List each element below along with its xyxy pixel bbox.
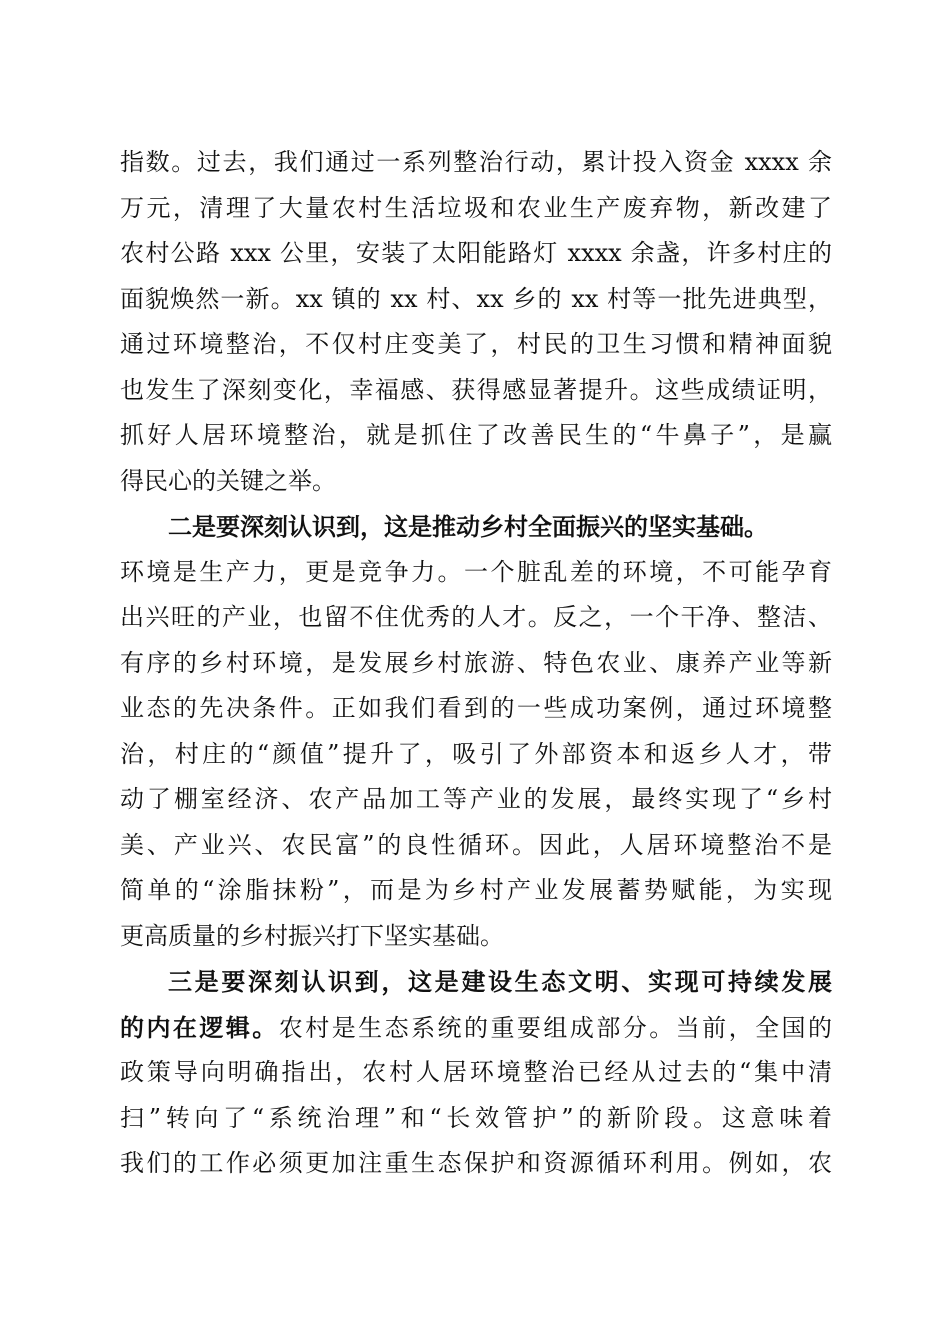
paragraph-2 bbox=[120, 504, 832, 959]
paragraph-2-line: 美、产业兴、农民富”的良性循环。因此，人居环境整治不是 bbox=[120, 830, 832, 859]
paragraph-3-heading-end: 的内在逻辑。 bbox=[120, 1012, 279, 1042]
paragraph-1-line: 面貌焕然一新。xx 镇的 xx 村、xx 乡的 xx 村等一批先进典型， bbox=[120, 284, 832, 313]
paragraph-2-heading: 二是要深刻认识到，这是推动乡村全面振兴的坚实基础。 bbox=[168, 512, 768, 541]
paragraph-3-line: 政策导向明确指出，农村人居环境整治已经从过去的“集中清 bbox=[120, 1058, 832, 1086]
paragraph-1-line: 通过环境整治，不仅村庄变美了，村民的卫生习惯和精神面貌 bbox=[120, 330, 832, 358]
paragraph-2-line: 环境是生产力，更是竞争力。一个脏乱差的环境，不可能孕育 bbox=[120, 557, 832, 586]
paragraph-2-line: 治，村庄的“颜值”提升了，吸引了外部资本和返乡人才，带 bbox=[120, 739, 832, 768]
paragraph-2-line: 有序的乡村环境，是发展乡村旅游、特色农业、康养产业等新 bbox=[120, 648, 832, 677]
paragraph-1-line: 得民心的关键之举。 bbox=[120, 466, 336, 495]
paragraph-3-line: 扫”转向了“系统治理”和“长效管护”的新阶段。这意味着 bbox=[120, 1103, 832, 1132]
paragraph-2-line: 更高质量的乡村振兴打下坚实基础。 bbox=[120, 921, 504, 950]
paragraph-1-line: 也发生了深刻变化，幸福感、获得感显著提升。这些成绩证明， bbox=[120, 375, 832, 404]
paragraph-2-line: 动了棚室经济、农产品加工等产业的发展，最终实现了“乡村 bbox=[120, 785, 832, 813]
paragraph-3-line bbox=[120, 1005, 832, 1051]
paragraph-2-line: 简单的“涂脂抹粉”，而是为乡村产业发展蓄势赋能，为实现 bbox=[120, 876, 832, 904]
paragraph-1-line: 抓好人居环境整治，就是抓住了改善民生的“牛鼻子”，是赢 bbox=[120, 421, 832, 449]
paragraph-3-heading: 三是要深刻认识到，这是建设生态文明、实现可持续发展 bbox=[168, 967, 832, 996]
paragraph-1-line: 万元，清理了大量农村生活垃圾和农业生产废弃物，新改建了 bbox=[120, 193, 832, 222]
paragraph-1-line: 农村公路 xxx 公里，安装了太阳能路灯 xxxx 余盏，许多村庄的 bbox=[120, 239, 832, 267]
paragraph-3 bbox=[120, 959, 832, 1187]
paragraph-2-line: 业态的先决条件。正如我们看到的一些成功案例，通过环境整 bbox=[120, 694, 832, 722]
document-body bbox=[120, 140, 832, 1187]
paragraph-2-line: 出兴旺的产业，也留不住优秀的人才。反之，一个干净、整洁、 bbox=[120, 603, 832, 631]
paragraph-1 bbox=[120, 140, 832, 504]
paragraph-3-line-rest: 农村是生态系统的重要组成部分。当前，全国的 bbox=[278, 1013, 833, 1042]
paragraph-1-line: 指数。过去，我们通过一系列整治行动，累计投入资金 xxxx 余 bbox=[120, 148, 832, 176]
paragraph-3-line: 我们的工作必须更加注重生态保护和资源循环利用。例如，农 bbox=[120, 1149, 832, 1177]
